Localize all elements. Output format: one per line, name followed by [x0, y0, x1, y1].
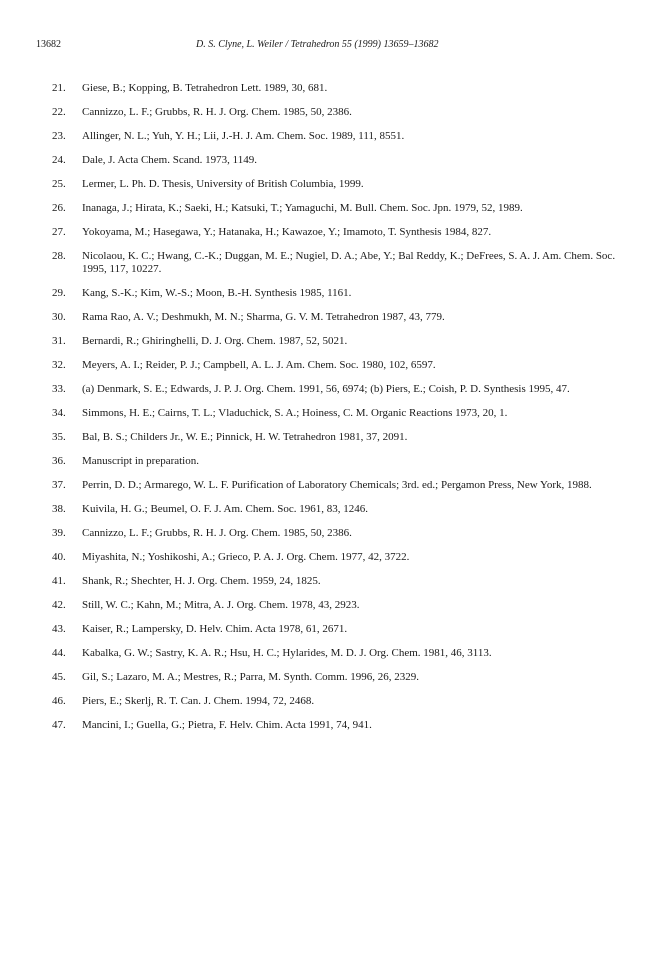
reference-item: [52, 202, 620, 215]
reference-text: Inanaga, J.; Hirata, K.; Saeki, H.; Katsuki, T.; Yamaguchi, M. Bull. Chem. Soc. Jpn. 1979, 52, 1989.: [82, 202, 523, 214]
reference-number: 39.: [52, 527, 66, 539]
reference-number: 27.: [52, 226, 66, 238]
reference-text: Manuscript in preparation.: [82, 455, 199, 467]
reference-item: [52, 178, 620, 191]
reference-item: [52, 503, 620, 516]
reference-item: [52, 106, 620, 119]
reference-item: [52, 431, 620, 444]
reference-text: Shank, R.; Shechter, H. J. Org. Chem. 1959, 24, 1825.: [82, 575, 321, 587]
reference-number: 42.: [52, 599, 66, 611]
reference-number: 47.: [52, 719, 66, 731]
reference-item: [52, 719, 620, 732]
page-number: 13682: [36, 39, 61, 50]
reference-number: 31.: [52, 335, 66, 347]
reference-list: [52, 82, 620, 743]
reference-number: 35.: [52, 431, 66, 443]
reference-text: Rama Rao, A. V.; Deshmukh, M. N.; Sharma, G. V. M. Tetrahedron 1987, 43, 779.: [82, 311, 445, 323]
reference-item: [52, 695, 620, 708]
reference-text: Kaiser, R.; Lampersky, D. Helv. Chim. Acta 1978, 61, 2671.: [82, 623, 348, 635]
reference-text: Dale, J. Acta Chem. Scand. 1973, 1149.: [82, 154, 257, 166]
reference-item: [52, 623, 620, 636]
reference-item: [52, 154, 620, 167]
reference-text: (a) Denmark, S. E.; Edwards, J. P. J. Org. Chem. 1991, 56, 6974; (b) Piers, E.; Coish, P. D. Synthesis 1995, 47.: [82, 383, 570, 395]
reference-item: [52, 383, 620, 396]
reference-text: Still, W. C.; Kahn, M.; Mitra, A. J. Org. Chem. 1978, 43, 2923.: [82, 599, 360, 611]
reference-item: [52, 647, 620, 660]
reference-text: Cannizzo, L. F.; Grubbs, R. H. J. Org. Chem. 1985, 50, 2386.: [82, 527, 352, 539]
reference-text: Meyers, A. I.; Reider, P. J.; Campbell, A. L. J. Am. Chem. Soc. 1980, 102, 6597.: [82, 359, 436, 371]
reference-item: [52, 250, 620, 276]
reference-text: Lermer, L. Ph. D. Thesis, University of British Columbia, 1999.: [82, 178, 364, 190]
reference-number: 37.: [52, 479, 66, 491]
reference-text: Giese, B.; Kopping, B. Tetrahedron Lett. 1989, 30, 681.: [82, 82, 328, 94]
reference-item: [52, 130, 620, 143]
running-title: D. S. Clyne, L. Weiler / Tetrahedron 55 (1999) 13659–13682: [196, 39, 439, 50]
reference-number: 32.: [52, 359, 66, 371]
reference-text: Kuivila, H. G.; Beumel, O. F. J. Am. Chem. Soc. 1961, 83, 1246.: [82, 503, 369, 515]
reference-text: Miyashita, N.; Yoshikoshi, A.; Grieco, P. A. J. Org. Chem. 1977, 42, 3722.: [82, 551, 410, 563]
reference-text: Kang, S.-K.; Kim, W.-S.; Moon, B.-H. Synthesis 1985, 1161.: [82, 287, 352, 299]
reference-number: 40.: [52, 551, 66, 563]
reference-item: [52, 407, 620, 420]
reference-number: 46.: [52, 695, 66, 707]
reference-item: [52, 479, 620, 492]
reference-item: [52, 551, 620, 564]
reference-number: 29.: [52, 287, 66, 299]
reference-number: 34.: [52, 407, 66, 419]
reference-text: Piers, E.; Skerlj, R. T. Can. J. Chem. 1994, 72, 2468.: [82, 695, 315, 707]
reference-number: 25.: [52, 178, 66, 190]
reference-text: Bernardi, R.; Ghiringhelli, D. J. Org. Chem. 1987, 52, 5021.: [82, 335, 348, 347]
reference-text: Simmons, H. E.; Cairns, T. L.; Vladuchick, S. A.; Hoiness, C. M. Organic Reactions 1973, 20, 1.: [82, 407, 508, 419]
reference-text: Perrin, D. D.; Armarego, W. L. F. Purification of Laboratory Chemicals; 3rd. ed.; Pergamon Press, New York, 1988.: [82, 479, 592, 491]
reference-number: 24.: [52, 154, 66, 166]
reference-text: Gil, S.; Lazaro, M. A.; Mestres, R.; Parra, M. Synth. Comm. 1996, 26, 2329.: [82, 671, 420, 683]
reference-item: [52, 359, 620, 372]
reference-number: 21.: [52, 82, 66, 94]
reference-item: [52, 671, 620, 684]
reference-text: Bal, B. S.; Childers Jr., W. E.; Pinnick, H. W. Tetrahedron 1981, 37, 2091.: [82, 431, 408, 443]
reference-number: 26.: [52, 202, 66, 214]
reference-item: [52, 527, 620, 540]
reference-item: [52, 575, 620, 588]
reference-number: 30.: [52, 311, 66, 323]
reference-text: Kabalka, G. W.; Sastry, K. A. R.; Hsu, H. C.; Hylarides, M. D. J. Org. Chem. 1981, 46, 3113.: [82, 647, 492, 659]
reference-number: 43.: [52, 623, 66, 635]
reference-number: 36.: [52, 455, 66, 467]
reference-number: 41.: [52, 575, 66, 587]
reference-text: Yokoyama, M.; Hasegawa, Y.; Hatanaka, H.; Kawazoe, Y.; Imamoto, T. Synthesis 1984, 827.: [82, 226, 492, 238]
page-header: [36, 37, 636, 53]
reference-number: 44.: [52, 647, 66, 659]
reference-item: [52, 455, 620, 468]
reference-number: 33.: [52, 383, 66, 395]
reference-number: 38.: [52, 503, 66, 515]
reference-text: Allinger, N. L.; Yuh, Y. H.; Lii, J.-H. J. Am. Chem. Soc. 1989, 111, 8551.: [82, 130, 405, 142]
reference-number: 22.: [52, 106, 66, 118]
reference-item: [52, 226, 620, 239]
reference-number: 28.: [52, 250, 66, 262]
reference-number: 23.: [52, 130, 66, 142]
reference-text: Cannizzo, L. F.; Grubbs, R. H. J. Org. Chem. 1985, 50, 2386.: [82, 106, 352, 118]
reference-text: Mancini, I.; Guella, G.; Pietra, F. Helv. Chim. Acta 1991, 74, 941.: [82, 719, 372, 731]
reference-item: [52, 311, 620, 324]
reference-text: Nicolaou, K. C.; Hwang, C.-K.; Duggan, M. E.; Nugiel, D. A.; Abe, Y.; Bal Reddy, K.; DeFrees, S. A. J. Am. Chem. Soc. 1995, 117, 10227.: [82, 250, 616, 275]
reference-item: [52, 599, 620, 612]
reference-item: [52, 82, 620, 95]
reference-number: 45.: [52, 671, 66, 683]
reference-item: [52, 287, 620, 300]
reference-item: [52, 335, 620, 348]
